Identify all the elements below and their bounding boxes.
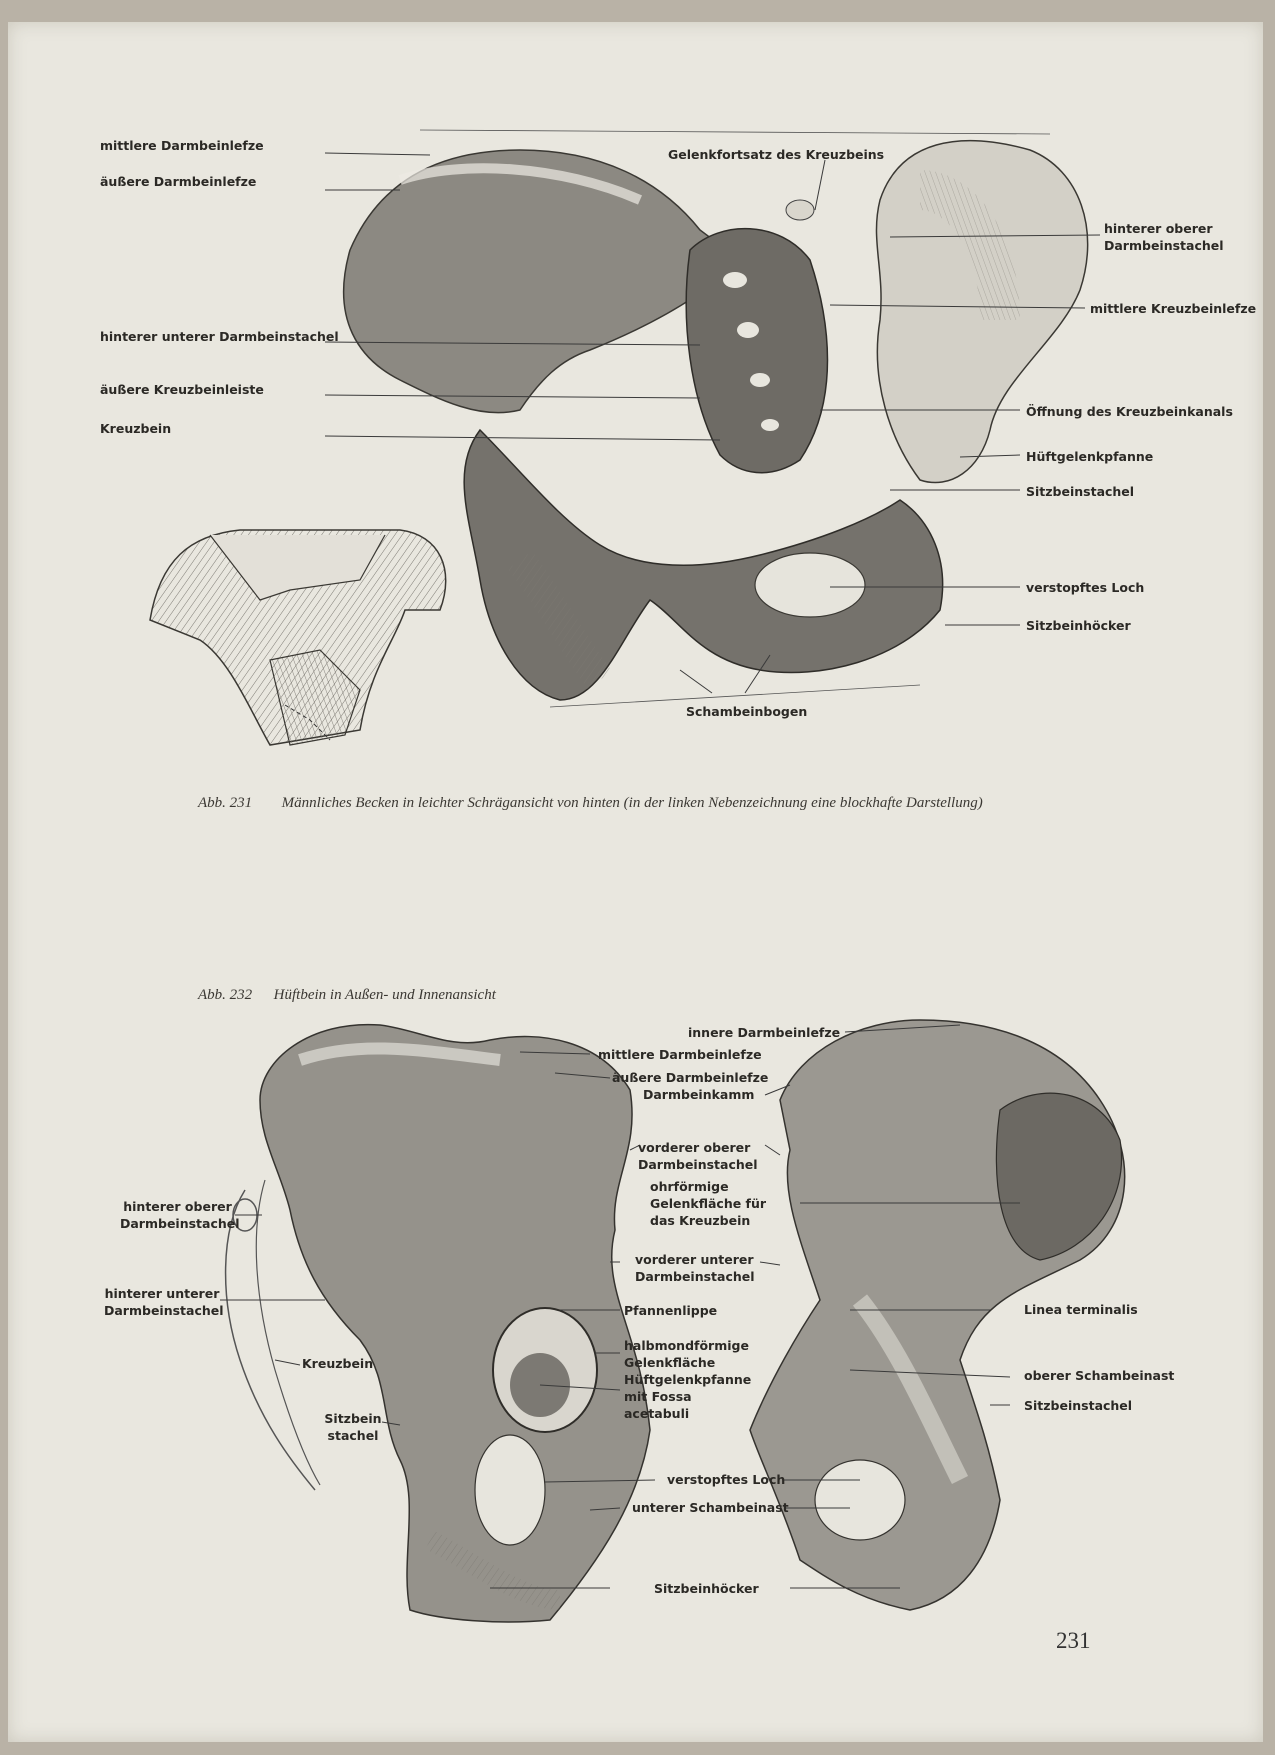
label-gelenkfortsatz: Gelenkfortsatz des Kreuzbeins [668, 147, 885, 162]
fig231-caption-text: Männliches Becken in leichter Schrägansicht von hinten (in der linken Nebenzeichnung eine blockhafte Darstellung) [281, 795, 983, 811]
label-mittlere-darmbeinlefze: mittlere Darmbeinlefze [100, 138, 264, 153]
label-hinterer-unterer-darmbeinstachel-2: hinterer unterer Darmbeinstachel [104, 1286, 224, 1318]
label-aeussere-darmbeinlefze-2: äußere Darmbeinlefze [612, 1070, 769, 1085]
label-verstopftes-loch-2: verstopftes Loch [667, 1472, 786, 1487]
label-sitzbeinstachel: Sitzbeinstachel [1026, 484, 1135, 499]
label-sitzbeinstachel-2: Sitzbeinstachel [1024, 1398, 1133, 1413]
label-ohrfoermige-gelenkflaeche: ohrförmige Gelenkfläche für das Kreuzbein [650, 1179, 767, 1228]
page-number: 231 [1056, 1628, 1091, 1653]
label-aeussere-kreuzbeinleiste: äußere Kreuzbeinleiste [100, 382, 264, 397]
label-sitzbein-stachel: Sitzbein stachel [324, 1411, 382, 1443]
fig231-caption-number: Abb. 231 [198, 795, 253, 811]
label-hinterer-unterer-darmbeinstachel: hinterer unterer Darmbeinstachel [100, 329, 339, 344]
label-linea-terminalis: Linea terminalis [1024, 1302, 1138, 1317]
label-unterer-schambeinast: unterer Schambeinast [632, 1500, 789, 1515]
fig232-caption [198, 987, 496, 1004]
label-sitzbeinhoecker-2: Sitzbeinhöcker [654, 1581, 759, 1596]
fig232-caption-text: Hüftbein in Außen- und Innenansicht [273, 987, 496, 1003]
label-mittlere-kreuzbeinlefze: mittlere Kreuzbeinlefze [1090, 301, 1257, 316]
label-mittlere-darmbeinlefze-2: mittlere Darmbeinlefze [598, 1047, 762, 1062]
label-hueftgelenkpfanne-fossa: Hüftgelenkpfanne mit Fossa acetabuli [624, 1372, 752, 1421]
label-sitzbeinhoecker: Sitzbeinhöcker [1026, 618, 1131, 633]
label-kreuzbein-2: Kreuzbein [302, 1356, 374, 1371]
label-verstopftes-loch: verstopftes Loch [1026, 580, 1145, 595]
label-pfannenlippe: Pfannenlippe [624, 1303, 718, 1318]
fig232-caption-number: Abb. 232 [198, 987, 253, 1003]
label-aeussere-darmbeinlefze: äußere Darmbeinlefze [100, 174, 257, 189]
label-hinterer-oberer-darmbeinstachel-2: hinterer oberer Darmbeinstachel [120, 1199, 240, 1231]
label-hinterer-oberer-darmbeinstachel: hinterer oberer Darmbeinstachel [1104, 221, 1224, 253]
label-hueftgelenkpfanne: Hüftgelenkpfanne [1026, 449, 1154, 464]
label-schambeinbogen: Schambeinbogen [686, 704, 808, 719]
label-vorderer-oberer-darmbeinstachel: vorderer oberer Darmbeinstachel [638, 1140, 758, 1172]
label-halbmondfoermige-gelenkflaeche: halbmondförmige Gelenkfläche [624, 1338, 749, 1370]
fig231-caption [198, 795, 983, 812]
block-sketch [150, 530, 446, 745]
label-kreuzbein: Kreuzbein [100, 421, 172, 436]
pelvis-drawing [344, 130, 1088, 707]
hipbone-outer-drawing [226, 1025, 650, 1622]
label-darmbeinkamm: Darmbeinkamm [643, 1087, 755, 1102]
label-oeffnung-kreuzbeinkanal: Öffnung des Kreuzbeinkanals [1026, 404, 1233, 419]
label-oberer-schambeinast: oberer Schambeinast [1024, 1368, 1175, 1383]
label-innere-darmbeinlefze: innere Darmbeinlefze [688, 1025, 841, 1040]
label-vorderer-unterer-darmbeinstachel: vorderer unterer Darmbeinstachel [635, 1252, 755, 1284]
